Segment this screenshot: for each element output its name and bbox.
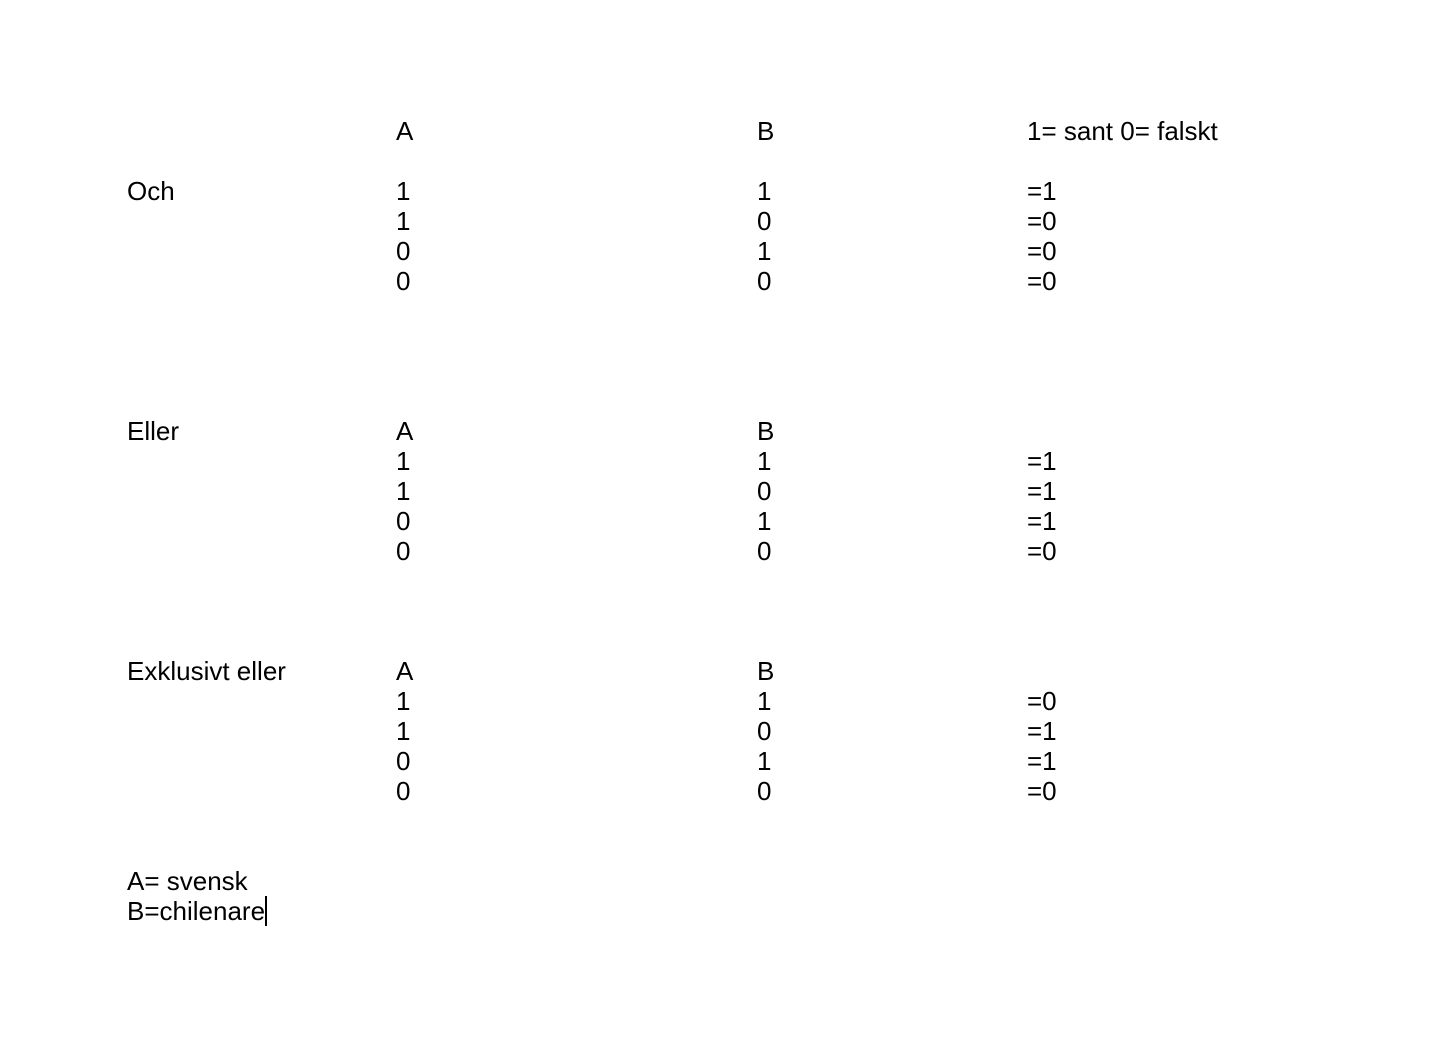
xor-row-3-result: =1 [1027, 746, 1057, 776]
och-row-2-a: 1 [396, 206, 411, 236]
xor-row-3-a: 0 [396, 746, 411, 776]
eller-label: Eller [127, 416, 180, 446]
eller-col-a: A [396, 416, 414, 446]
eller-row-3-b: 1 [757, 506, 772, 536]
eller-row-1-result: =1 [1027, 446, 1057, 476]
eller-row-1-a: 1 [396, 446, 411, 476]
xor-row-2-a: 1 [396, 716, 411, 746]
och-row-4-b: 0 [757, 266, 772, 296]
eller-row-1-b: 1 [757, 446, 772, 476]
och-row-3-b: 1 [757, 236, 772, 266]
och-row-2-result: =0 [1027, 206, 1057, 236]
note-b-definition: B=chilenare [127, 896, 266, 926]
och-label: Och [127, 176, 175, 206]
xor-row-4-b: 0 [757, 776, 772, 806]
header-col-b: B [757, 116, 775, 146]
eller-row-2-a: 1 [396, 476, 411, 506]
och-row-1-result: =1 [1027, 176, 1057, 206]
note-a-definition: A= svensk [127, 866, 248, 896]
eller-row-2-result: =1 [1027, 476, 1057, 506]
eller-row-3-a: 0 [396, 506, 411, 536]
xor-row-1-a: 1 [396, 686, 411, 716]
xor-row-2-b: 0 [757, 716, 772, 746]
och-row-4-result: =0 [1027, 266, 1057, 296]
eller-row-3-result: =1 [1027, 506, 1057, 536]
och-row-2-b: 0 [757, 206, 772, 236]
xor-row-2-result: =1 [1027, 716, 1057, 746]
xor-row-4-result: =0 [1027, 776, 1057, 806]
eller-row-4-b: 0 [757, 536, 772, 566]
eller-row-4-result: =0 [1027, 536, 1057, 566]
xor-row-1-b: 1 [757, 686, 772, 716]
och-row-4-a: 0 [396, 266, 411, 296]
xor-col-b: B [757, 656, 775, 686]
text-cursor [265, 896, 267, 926]
xor-col-a: A [396, 656, 414, 686]
header-legend: 1= sant 0= falskt [1027, 116, 1218, 146]
och-row-3-a: 0 [396, 236, 411, 266]
xor-row-3-b: 1 [757, 746, 772, 776]
xor-label: Exklusivt eller [127, 656, 286, 686]
xor-row-4-a: 0 [396, 776, 411, 806]
note-b-definition-line[interactable] [127, 896, 267, 926]
och-row-1-a: 1 [396, 176, 411, 206]
eller-row-2-b: 0 [757, 476, 772, 506]
och-row-1-b: 1 [757, 176, 772, 206]
header-col-a: A [396, 116, 414, 146]
eller-row-4-a: 0 [396, 536, 411, 566]
xor-row-1-result: =0 [1027, 686, 1057, 716]
eller-col-b: B [757, 416, 775, 446]
och-row-3-result: =0 [1027, 236, 1057, 266]
